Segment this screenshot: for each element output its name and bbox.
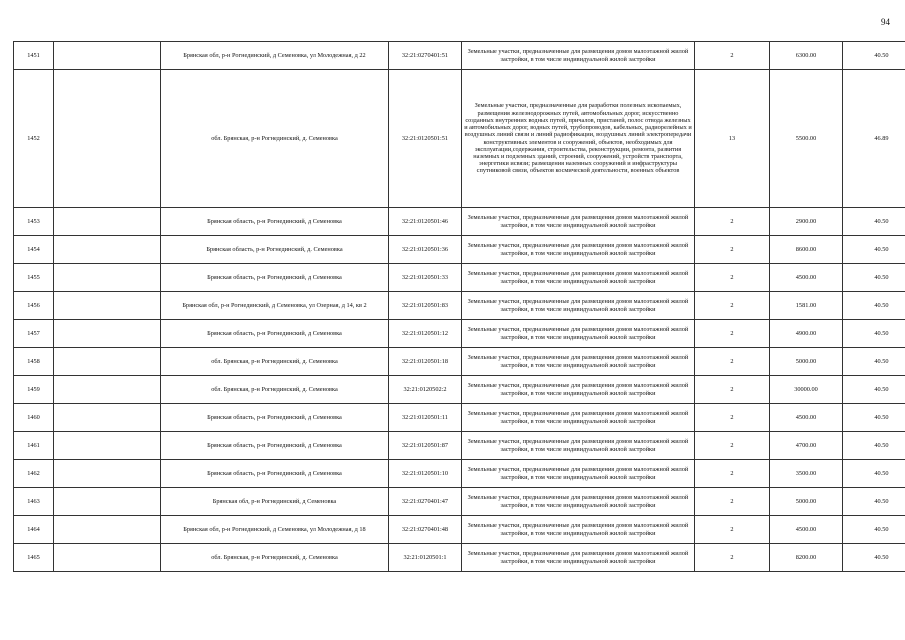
group-cell: 2 bbox=[695, 348, 770, 376]
cadastral-number-cell: 32:21:0120501:51 bbox=[389, 70, 462, 208]
address-cell: Брянская область, р-н Рогнединский, д Семеновка bbox=[161, 320, 389, 348]
blank-cell bbox=[54, 70, 161, 208]
area-cell: 8600.00 bbox=[770, 236, 843, 264]
table-row bbox=[14, 432, 905, 460]
table-row bbox=[14, 516, 905, 544]
area-cell: 4500.00 bbox=[770, 516, 843, 544]
permitted-use-cell: Земельные участки, предназначенные для размещения домов малоэтажной жилой застройки, в том числе индивидуальной жилой застройки bbox=[462, 320, 695, 348]
permitted-use-cell: Земельные участки, предназначенные для разработки полезных ископаемых, размещения железнодорожных путей, автомобильных дорог, искусственно созданных внутренних водных путей, причалов, пристаней, полос отвода железных и автомобильных дорог, водных путей, трубопроводов, кабельных, радиорелейных и воздушных линий связи и линий радиофикации, воздушных линий электропередачи конструктивных элементов и сооружений, объектов, необходимых для эксплуатации,содержания, строительства, реконструкции, ремонта, развития наземных и подземных зданий, строений, сооружений, устройств транспорта, энергетики исвязи; размещения наземных сооружений и инфраструктуры спутниковой связи, объектов космической деятельности, военных объектов bbox=[462, 70, 695, 208]
table-row bbox=[14, 488, 905, 516]
row-number-cell: 1452 bbox=[14, 70, 54, 208]
rate-cell: 40.50 bbox=[843, 488, 905, 516]
permitted-use-cell: Земельные участки, предназначенные для размещения домов малоэтажной жилой застройки, в том числе индивидуальной жилой застройки bbox=[462, 42, 695, 70]
rate-cell: 40.50 bbox=[843, 348, 905, 376]
area-cell: 3500.00 bbox=[770, 460, 843, 488]
blank-cell bbox=[54, 432, 161, 460]
address-cell: Брянская обл, р-н Рогнединский, д Семеновка, ул Молодежная, д 22 bbox=[161, 42, 389, 70]
area-cell: 1581.00 bbox=[770, 292, 843, 320]
blank-cell bbox=[54, 376, 161, 404]
area-cell: 5000.00 bbox=[770, 348, 843, 376]
row-number-cell: 1456 bbox=[14, 292, 54, 320]
row-number-cell: 1465 bbox=[14, 544, 54, 572]
group-cell: 2 bbox=[695, 320, 770, 348]
rate-cell: 40.50 bbox=[843, 208, 905, 236]
page-number: 94 bbox=[881, 17, 890, 27]
area-cell: 2900.00 bbox=[770, 208, 843, 236]
cadastral-number-cell: 32:21:0270401:47 bbox=[389, 488, 462, 516]
group-cell: 2 bbox=[695, 544, 770, 572]
permitted-use-cell: Земельные участки, предназначенные для размещения домов малоэтажной жилой застройки, в том числе индивидуальной жилой застройки bbox=[462, 544, 695, 572]
land-register-table bbox=[13, 41, 905, 572]
permitted-use-cell: Земельные участки, предназначенные для размещения домов малоэтажной жилой застройки, в том числе индивидуальной жилой застройки bbox=[462, 460, 695, 488]
permitted-use-cell: Земельные участки, предназначенные для размещения домов малоэтажной жилой застройки, в том числе индивидуальной жилой застройки bbox=[462, 516, 695, 544]
row-number-cell: 1464 bbox=[14, 516, 54, 544]
address-cell: обл. Брянская, р-н Рогнединский, д. Семеновка bbox=[161, 376, 389, 404]
permitted-use-cell: Земельные участки, предназначенные для размещения домов малоэтажной жилой застройки, в том числе индивидуальной жилой застройки bbox=[462, 208, 695, 236]
blank-cell bbox=[54, 292, 161, 320]
row-number-cell: 1457 bbox=[14, 320, 54, 348]
area-cell: 5000.00 bbox=[770, 488, 843, 516]
row-number-cell: 1451 bbox=[14, 42, 54, 70]
cadastral-number-cell: 32:21:0120501:87 bbox=[389, 432, 462, 460]
group-cell: 2 bbox=[695, 432, 770, 460]
address-cell: Брянская область, р-н Рогнединский, д Семеновка bbox=[161, 460, 389, 488]
blank-cell bbox=[54, 460, 161, 488]
blank-cell bbox=[54, 236, 161, 264]
cadastral-number-cell: 32:21:0270401:48 bbox=[389, 516, 462, 544]
area-cell: 4500.00 bbox=[770, 404, 843, 432]
cadastral-number-cell: 32:21:0120501:36 bbox=[389, 236, 462, 264]
rate-cell: 46.89 bbox=[843, 70, 905, 208]
blank-cell bbox=[54, 208, 161, 236]
group-cell: 2 bbox=[695, 516, 770, 544]
group-cell: 2 bbox=[695, 460, 770, 488]
address-cell: Брянская область, р-н Рогнединский, д Семеновка bbox=[161, 264, 389, 292]
blank-cell bbox=[54, 264, 161, 292]
address-cell: обл. Брянская, р-н Рогнединский, д. Семеновка bbox=[161, 348, 389, 376]
group-cell: 2 bbox=[695, 42, 770, 70]
group-cell: 2 bbox=[695, 208, 770, 236]
address-cell: обл. Брянская, р-н Рогнединский, д. Семеновка bbox=[161, 544, 389, 572]
address-cell: Брянская область, р-н Рогнединский, д Семеновка bbox=[161, 432, 389, 460]
cadastral-number-cell: 32:21:0270401:51 bbox=[389, 42, 462, 70]
group-cell: 2 bbox=[695, 236, 770, 264]
rate-cell: 40.50 bbox=[843, 264, 905, 292]
cadastral-number-cell: 32:21:0120501:83 bbox=[389, 292, 462, 320]
permitted-use-cell: Земельные участки, предназначенные для размещения домов малоэтажной жилой застройки, в том числе индивидуальной жилой застройки bbox=[462, 236, 695, 264]
rate-cell: 40.50 bbox=[843, 516, 905, 544]
rate-cell: 40.50 bbox=[843, 42, 905, 70]
cadastral-number-cell: 32:21:0120501:18 bbox=[389, 348, 462, 376]
cadastral-number-cell: 32:21:0120501:11 bbox=[389, 404, 462, 432]
rate-cell: 40.50 bbox=[843, 460, 905, 488]
rate-cell: 40.50 bbox=[843, 292, 905, 320]
cadastral-number-cell: 32:21:0120501:12 bbox=[389, 320, 462, 348]
table-row bbox=[14, 320, 905, 348]
table-row bbox=[14, 544, 905, 572]
permitted-use-cell: Земельные участки, предназначенные для размещения домов малоэтажной жилой застройки, в том числе индивидуальной жилой застройки bbox=[462, 348, 695, 376]
area-cell: 4700.00 bbox=[770, 432, 843, 460]
table-row bbox=[14, 460, 905, 488]
address-cell: Брянская область, р-н Рогнединский, д. Семеновка bbox=[161, 236, 389, 264]
blank-cell bbox=[54, 488, 161, 516]
permitted-use-cell: Земельные участки, предназначенные для размещения домов малоэтажной жилой застройки, в том числе индивидуальной жилой застройки bbox=[462, 292, 695, 320]
group-cell: 2 bbox=[695, 376, 770, 404]
table-row bbox=[14, 376, 905, 404]
group-cell: 2 bbox=[695, 292, 770, 320]
address-cell: Брянская область, р-н Рогнединский, д Семеновка bbox=[161, 404, 389, 432]
group-cell: 2 bbox=[695, 488, 770, 516]
address-cell: Брянская область, р-н Рогнединский, д Семеновка bbox=[161, 208, 389, 236]
permitted-use-cell: Земельные участки, предназначенные для размещения домов малоэтажной жилой застройки, в том числе индивидуальной жилой застройки bbox=[462, 264, 695, 292]
area-cell: 4900.00 bbox=[770, 320, 843, 348]
rate-cell: 40.50 bbox=[843, 320, 905, 348]
table-row bbox=[14, 292, 905, 320]
row-number-cell: 1460 bbox=[14, 404, 54, 432]
table-row bbox=[14, 348, 905, 376]
permitted-use-cell: Земельные участки, предназначенные для размещения домов малоэтажной жилой застройки, в том числе индивидуальной жилой застройки bbox=[462, 432, 695, 460]
table-row bbox=[14, 70, 905, 208]
permitted-use-cell: Земельные участки, предназначенные для размещения домов малоэтажной жилой застройки, в том числе индивидуальной жилой застройки bbox=[462, 404, 695, 432]
cadastral-number-cell: 32:21:0120501:1 bbox=[389, 544, 462, 572]
table-row bbox=[14, 208, 905, 236]
permitted-use-cell: Земельные участки, предназначенные для размещения домов малоэтажной жилой застройки, в том числе индивидуальной жилой застройки bbox=[462, 376, 695, 404]
row-number-cell: 1455 bbox=[14, 264, 54, 292]
rate-cell: 40.50 bbox=[843, 432, 905, 460]
row-number-cell: 1462 bbox=[14, 460, 54, 488]
row-number-cell: 1461 bbox=[14, 432, 54, 460]
blank-cell bbox=[54, 404, 161, 432]
area-cell: 30000.00 bbox=[770, 376, 843, 404]
rate-cell: 40.50 bbox=[843, 236, 905, 264]
permitted-use-cell: Земельные участки, предназначенные для размещения домов малоэтажной жилой застройки, в том числе индивидуальной жилой застройки bbox=[462, 488, 695, 516]
area-cell: 5500.00 bbox=[770, 70, 843, 208]
blank-cell bbox=[54, 320, 161, 348]
row-number-cell: 1458 bbox=[14, 348, 54, 376]
cadastral-number-cell: 32:21:0120501:10 bbox=[389, 460, 462, 488]
address-cell: Брянская обл, р-н Рогнединский, д Семеновка bbox=[161, 488, 389, 516]
address-cell: Брянская обл, р-н Рогнединский, д Семеновка, ул Озерная, д 14, кв 2 bbox=[161, 292, 389, 320]
blank-cell bbox=[54, 348, 161, 376]
cadastral-number-cell: 32:21:0120501:46 bbox=[389, 208, 462, 236]
group-cell: 2 bbox=[695, 404, 770, 432]
blank-cell bbox=[54, 516, 161, 544]
group-cell: 13 bbox=[695, 70, 770, 208]
rate-cell: 40.50 bbox=[843, 544, 905, 572]
area-cell: 4500.00 bbox=[770, 264, 843, 292]
row-number-cell: 1454 bbox=[14, 236, 54, 264]
address-cell: обл. Брянская, р-н Рогнединский, д. Семеновка bbox=[161, 70, 389, 208]
blank-cell bbox=[54, 42, 161, 70]
address-cell: Брянская обл, р-н Рогнединский, д Семеновка, ул Молодежная, д 18 bbox=[161, 516, 389, 544]
area-cell: 6300.00 bbox=[770, 42, 843, 70]
row-number-cell: 1463 bbox=[14, 488, 54, 516]
row-number-cell: 1459 bbox=[14, 376, 54, 404]
blank-cell bbox=[54, 544, 161, 572]
rate-cell: 40.50 bbox=[843, 376, 905, 404]
cadastral-number-cell: 32:21:0120501:33 bbox=[389, 264, 462, 292]
row-number-cell: 1453 bbox=[14, 208, 54, 236]
table-row bbox=[14, 42, 905, 70]
table-body bbox=[14, 42, 905, 572]
table-row bbox=[14, 404, 905, 432]
rate-cell: 40.50 bbox=[843, 404, 905, 432]
group-cell: 2 bbox=[695, 264, 770, 292]
area-cell: 8200.00 bbox=[770, 544, 843, 572]
table-row bbox=[14, 236, 905, 264]
table-row bbox=[14, 264, 905, 292]
cadastral-number-cell: 32:21:0120502:2 bbox=[389, 376, 462, 404]
